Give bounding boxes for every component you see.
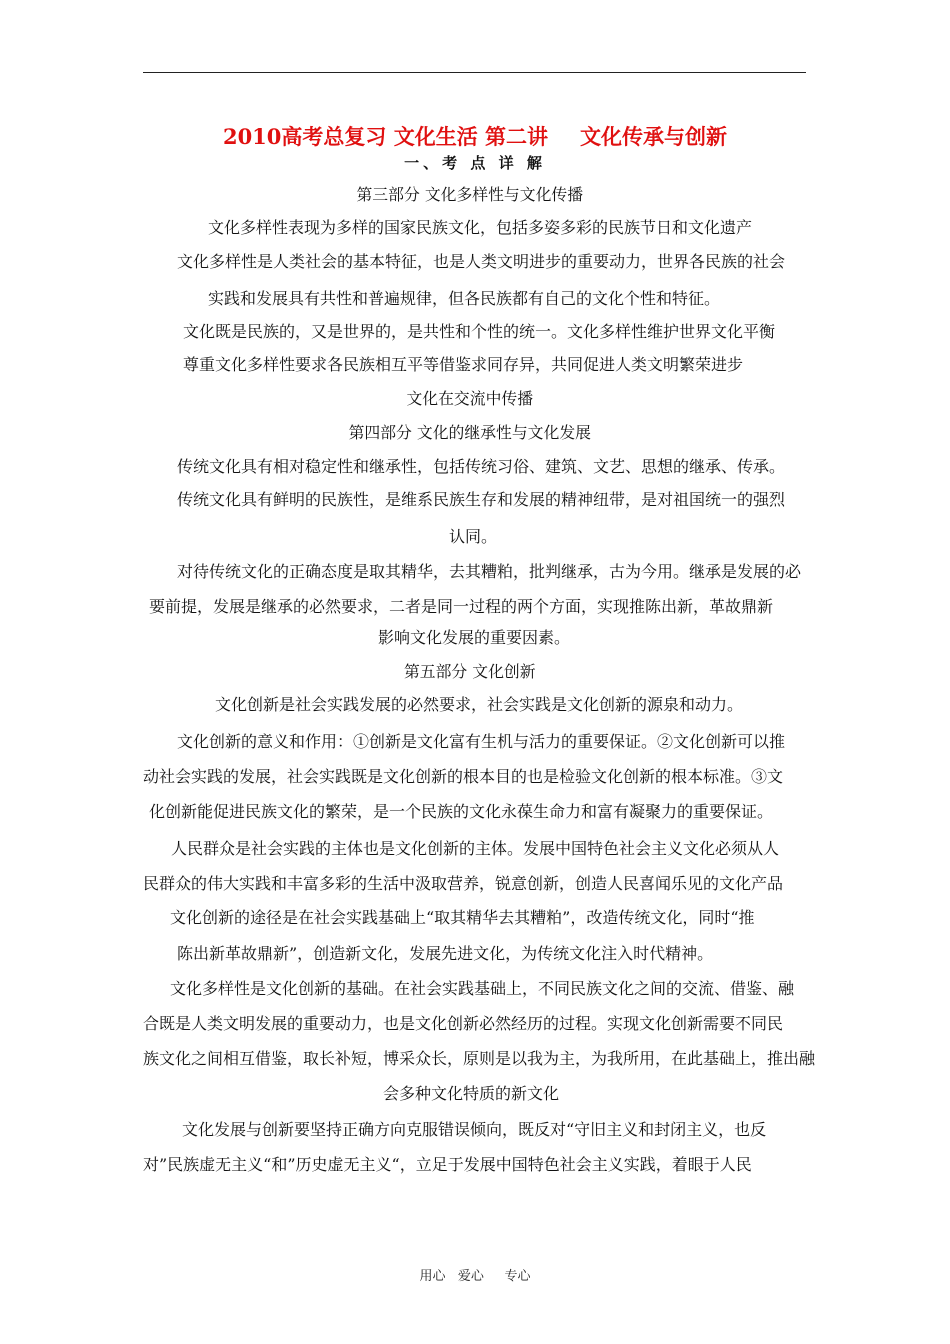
text-line: 实践和发展具有共性和普遍规律，但各民族都有自己的文化个性和特征。 — [208, 289, 721, 308]
part-heading-5: 第五部分 文化创新 — [403, 662, 536, 681]
text-line: 族文化之间相互借鉴，取长补短，博采众长，原则是以我为主，为我所用，在此基础上，推出融 — [143, 1049, 816, 1068]
text-line: 陈出新革故鼎新”，创造新文化，发展先进文化，为传统文化注入时代精神。 — [177, 944, 714, 963]
text-line: 文化发展与创新要坚持正确方向克服错误倾向，既反对“守旧主义和封闭主义，也反 — [182, 1120, 767, 1139]
text-line: 对待传统文化的正确态度是取其精华，去其糟粕，批判继承，古为今用。继承是发展的必 — [177, 562, 802, 581]
text-line: 影响文化发展的重要因素。 — [378, 628, 571, 647]
text-line: 对”民族虚无主义“和”历史虚无主义“，立足于发展中国特色社会主义实践，着眼于人民 — [143, 1155, 752, 1174]
text-line: 文化创新的途径是在社会实践基础上“取其精华去其糟粕”，改造传统文化，同时“推 — [170, 908, 755, 927]
text-line: 民群众的伟大实践和丰富多彩的生活中汲取营养，锐意创新，创造人民喜闻乐见的文化产品 — [143, 874, 784, 893]
title-part-2: 文化传承与创新 — [580, 124, 728, 149]
text-line: 认同。 — [449, 527, 498, 546]
text-line: 文化在交流中传播 — [406, 389, 534, 408]
text-line: 尊重文化多样性要求各民族相互平等借鉴求同存异，共同促进人类文明繁荣进步 — [183, 355, 744, 374]
text-line: 会多种文化特质的新文化 — [383, 1084, 560, 1103]
header-rule — [143, 72, 806, 73]
part-heading-3: 第三部分 文化多样性与文化传播 — [356, 185, 584, 204]
text-line: 要前提，发展是继承的必然要求，二者是同一过程的两个方面，实现推陈出新，革故鼎新 — [149, 597, 774, 616]
text-line: 文化多样性表现为多样的国家民族文化，包括多姿多彩的民族节日和文化遗产 — [208, 218, 753, 237]
text-line: 文化多样性是文化创新的基础。在社会实践基础上，不同民族文化之间的交流、借鉴、融 — [170, 979, 795, 998]
text-line: 合既是人类文明发展的重要动力，也是文化创新必然经历的过程。实现文化创新需要不同民 — [143, 1014, 784, 1033]
page-footer: 用心 爱心 专心 — [419, 1269, 531, 1284]
text-line: 人民群众是社会实践的主体也是文化创新的主体。发展中国特色社会主义文化必须从人 — [171, 839, 780, 858]
title-part-1: 2010高考总复习 文化生活 第二讲 — [222, 124, 549, 149]
text-line: 文化既是民族的，又是世界的，是共性和个性的统一。文化多样性维护世界文化平衡 — [183, 322, 776, 341]
text-line: 动社会实践的发展，社会实践既是文化创新的根本目的也是检验文化创新的根本标准。③文 — [143, 767, 784, 786]
text-line: 化创新能促进民族文化的繁荣，是一个民族的文化永葆生命力和富有凝聚力的重要保证。 — [149, 802, 774, 821]
document-title — [0, 124, 950, 150]
text-line: 传统文化具有鲜明的民族性，是维系民族生存和发展的精神纽带，是对祖国统一的强烈 — [177, 490, 786, 509]
text-line: 文化创新是社会实践发展的必然要求，社会实践是文化创新的源泉和动力。 — [215, 695, 744, 714]
section-heading: 一、考 点 详 解 — [404, 154, 546, 172]
text-line: 文化多样性是人类社会的基本特征，也是人类文明进步的重要动力，世界各民族的社会 — [177, 252, 786, 271]
text-line: 传统文化具有相对稳定性和继承性，包括传统习俗、建筑、文艺、思想的继承、传承。 — [177, 457, 786, 476]
part-heading-4: 第四部分 文化的继承性与文化发展 — [348, 423, 591, 442]
text-line: 文化创新的意义和作用：①创新是文化富有生机与活力的重要保证。②文化创新可以推 — [177, 732, 786, 751]
